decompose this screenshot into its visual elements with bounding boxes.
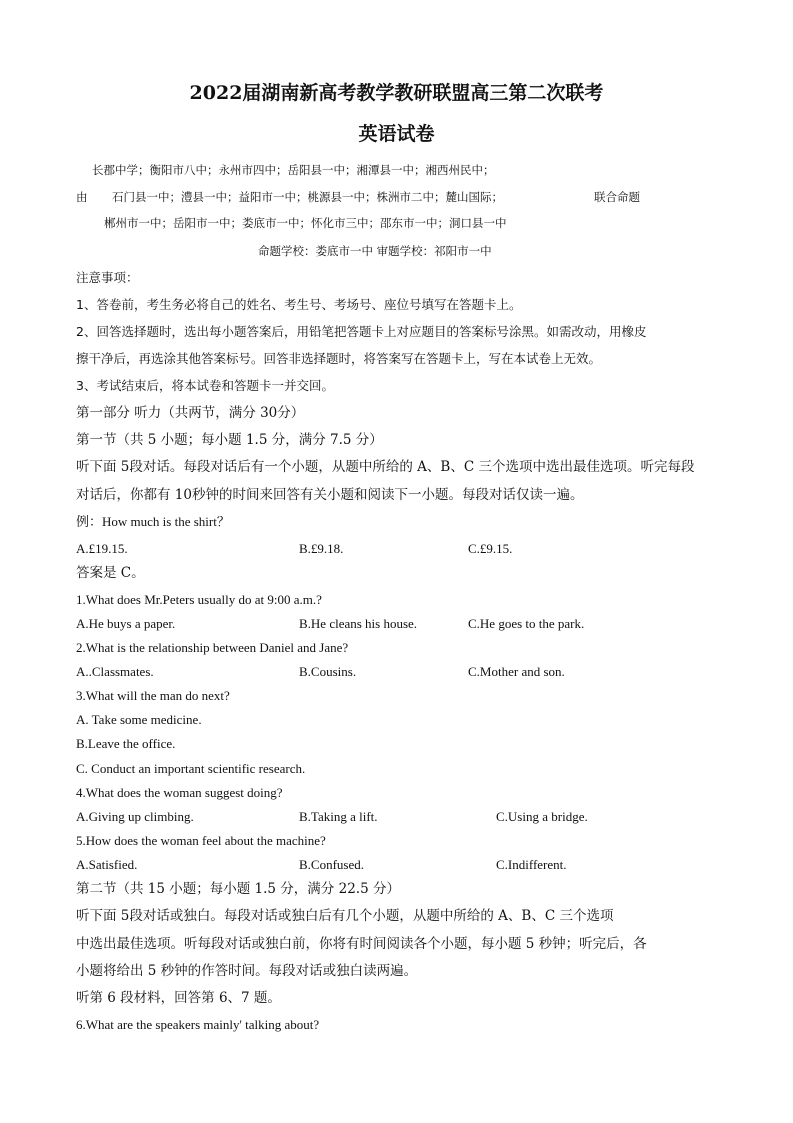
units-line-1: 长郡中学；衡阳市八中；永州市四中；岳阳县一中；湘潭县一中；湘西州民中；: [92, 163, 495, 177]
section1-instruction-b: 对话后，你都有 10秒钟的时间来回答有关小题和阅读下一小题。每段对话仅读一遍。: [76, 487, 584, 503]
notice-item-2a: 2、回答选择题时，选出每小题答案后，用铅笔把答题卡上对应题目的答案标号涂黑。如需改动，用橡皮: [76, 324, 647, 339]
section1-heading: 第一节（共 5 小题；每小题 1.5 分，满分 7.5 分）: [76, 432, 383, 448]
section2-instruction-b: 中选出最佳选项。听每段对话或独白前，你将有时间阅读各个小题，每小题 5 秒钟；听完后，各: [76, 936, 647, 952]
q3-option-a: A. Take some medicine.: [76, 712, 202, 727]
units-line-3: 郴州市一中；岳阳市一中；娄底市一中；怀化市三中；邵东市一中；洞口县一中: [104, 216, 507, 230]
example-answer: 答案是 C。: [76, 565, 145, 581]
q3-option-b: B.Leave the office.: [76, 736, 176, 751]
example-option-b: B.£9.18.: [299, 541, 344, 556]
section2-instruction-c: 小题将给出 5 秒钟的作答时间。每段对话或独白读两遍。: [76, 963, 418, 979]
q4-option-c: C.Using a bridge.: [496, 809, 588, 824]
part1-heading: 第一部分 听力（共两节，满分 30分）: [76, 405, 305, 421]
notice-item-1: 1、答卷前，考生务必将自己的姓名、考生号、考场号、座位号填写在答题卡上。: [76, 297, 522, 312]
q5-option-b: B.Confused.: [299, 857, 364, 872]
units-suffix: 联合命题: [594, 190, 640, 204]
units-prefix: 由: [76, 190, 88, 204]
q4-option-a: A.Giving up climbing.: [76, 809, 194, 824]
notice-item-2b: 擦干净后，再选涂其他答案标号。回答非选择题时，将答案写在答题卡上，写在本试卷上无效。: [76, 351, 602, 366]
question-4: 4.What does the woman suggest doing?: [76, 785, 283, 800]
example-option-a: A.£19.15.: [76, 541, 128, 556]
question-1: 1.What does Mr.Peters usually do at 9:00 a.m.?: [76, 592, 322, 607]
notice-heading: 注意事项：: [76, 270, 139, 285]
question-2: 2.What is the relationship between Daniel and Jane?: [76, 640, 349, 655]
q1-option-a: A.He buys a paper.: [76, 616, 176, 631]
q2-option-b: B.Cousins.: [299, 664, 357, 679]
q3-option-c: C. Conduct an important scientific research.: [76, 761, 306, 776]
q2-option-a: A..Classmates.: [76, 664, 154, 679]
exam-subtitle: 英语试卷: [358, 123, 435, 145]
section1-instruction-a: 听下面 5段对话。每段对话后有一个小题，从题中所给的 A、B、C 三个选项中选出最佳选项。听完每段: [76, 459, 695, 475]
exam-title: 2022届湖南新高考教学教研联盟高三第二次联考: [189, 82, 604, 104]
q2-option-c: C.Mother and son.: [468, 664, 565, 679]
example-question: 例：How much is the shirt？: [76, 514, 230, 529]
question-5: 5.How does the woman feel about the machine?: [76, 833, 326, 848]
section2-heading: 第二节（共 15 小题；每小题 1.5 分，满分 22.5 分）: [76, 881, 400, 897]
units-line-2: 石门县一中；澧县一中；益阳市一中；桃源县一中；株洲市二中；麓山国际；: [112, 190, 503, 204]
question-6: 6.What are the speakers mainly' talking about?: [76, 1017, 320, 1032]
q5-option-c: C.Indifferent.: [496, 857, 567, 872]
material-6-note: 听第 6 段材料，回答第 6、7 题。: [76, 990, 281, 1006]
section2-instruction-a: 听下面 5段对话或独白。每段对话或独白后有几个小题，从题中所给的 A、B、C 三个选项: [76, 908, 614, 924]
q1-option-b: B.He cleans his house.: [299, 616, 418, 631]
notice-item-3: 3、考试结束后，将本试卷和答题卡一并交回。: [76, 378, 334, 393]
example-option-c: C.£9.15.: [468, 541, 513, 556]
q5-option-a: A.Satisfied.: [76, 857, 138, 872]
q1-option-c: C.He goes to the park.: [468, 616, 585, 631]
units-line-4: 命题学校：娄底市一中 审题学校：祁阳市一中: [258, 244, 492, 258]
q4-option-b: B.Taking a lift.: [299, 809, 378, 824]
question-3: 3.What will the man do next?: [76, 688, 230, 703]
